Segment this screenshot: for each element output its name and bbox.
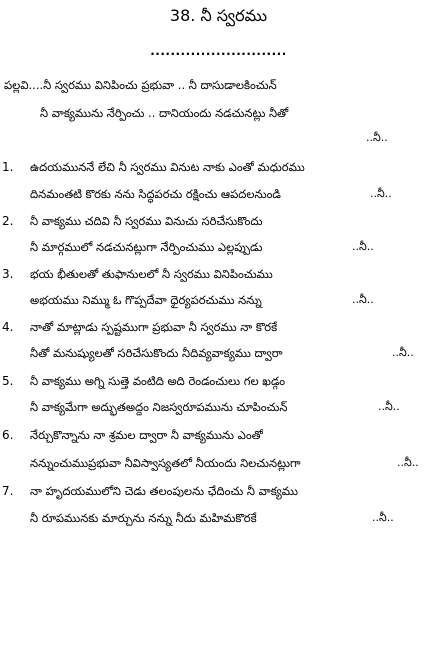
stanza-line: నీతో మనుష్యులతో సరిచేసుకొందు నీదివ్యవాక్యము ద్వారా [30, 346, 283, 360]
stanza-refrain: ..నీ.. [352, 240, 374, 253]
stanza-refrain: ..నీ.. [397, 456, 419, 469]
stanza-refrain: ..నీ.. [370, 187, 392, 200]
stanza-line: ఉదయముననే లేచి నీ స్వరము వినుట నాకు ఎంతో మధురము [30, 160, 305, 174]
stanza-number: 6. [2, 428, 14, 442]
stanza-number: 3. [2, 267, 14, 281]
stanza-line: భయ భీతులతో తుఫానులలో నీ స్వరము వినిపించుము [30, 267, 273, 281]
stanza-number: 4. [2, 320, 14, 334]
pallavi-line-1: పల్లవి....నీ స్వరము వినిపించు ప్రభువా .. నీ దాసుడాలకించున్ [4, 78, 277, 92]
stanza-line: నీ వాక్యము చదివి నీ స్వరము వినుచు సరిచేసుకొందు [30, 214, 263, 228]
stanza-number: 5. [2, 374, 14, 388]
stanza-line: నీ రూపమునకు మార్చును నన్ను నీదు మహిమకొరకే [30, 511, 257, 525]
title-separator: ........................... [150, 44, 287, 58]
stanza-line: నేర్చుకొన్నాను నా శ్రమల ద్వారా నీ వాక్యమును ఎంతో [30, 428, 263, 442]
stanza-refrain: ..నీ.. [352, 293, 374, 306]
stanza-number: 2. [2, 214, 14, 228]
stanza-refrain: ..నీ.. [372, 511, 394, 524]
stanza-line: దినమంతటి కొరకు నను సిద్ధపరచు రక్షించు ఆపదలనుండి [30, 187, 281, 201]
stanza-line: నీ మార్గములో నడచునట్లుగా నేర్పించుము ఎల్లప్పుడు [30, 240, 263, 254]
pallavi-refrain: ..నీ.. [366, 131, 388, 144]
song-title: 38. నీ స్వరము [169, 6, 268, 25]
stanza-line: నీ వాక్యము అగ్ని సుత్తె వంటిది అది రెండంచులు గల ఖడ్గం [30, 374, 286, 388]
stanza-refrain: ..నీ.. [392, 346, 414, 359]
stanza-line: నన్నుంచుముప్రభువా నీవిస్వాస్యతలో నీయందు నిలచునట్లుగా [30, 456, 301, 470]
stanza-line: నాతో మాట్లాడు స్పష్టముగా ప్రభువా నీ స్వరము నా కొరకే [30, 320, 278, 334]
stanza-refrain: ..నీ.. [378, 400, 400, 413]
stanza-line: నా హృదయములోని చెడు తలంపులను ఛేదించు నీ వాక్యము [30, 484, 298, 498]
stanza-number: 7. [2, 484, 14, 498]
pallavi-line-2: నీ వాక్యమును నేర్పించు .. దానియందు నడచునట్లు నీతో [40, 106, 289, 120]
stanza-line: అభయము నిమ్ము ఓ గొప్పదేవా ధైర్యపరచుము నన్ను [30, 293, 262, 307]
stanza-number: 1. [2, 160, 14, 174]
stanza-line: నీ వాక్యమేగా అద్భుతఅద్దం నిజస్వరూపమును చూపించున్ [30, 400, 288, 414]
